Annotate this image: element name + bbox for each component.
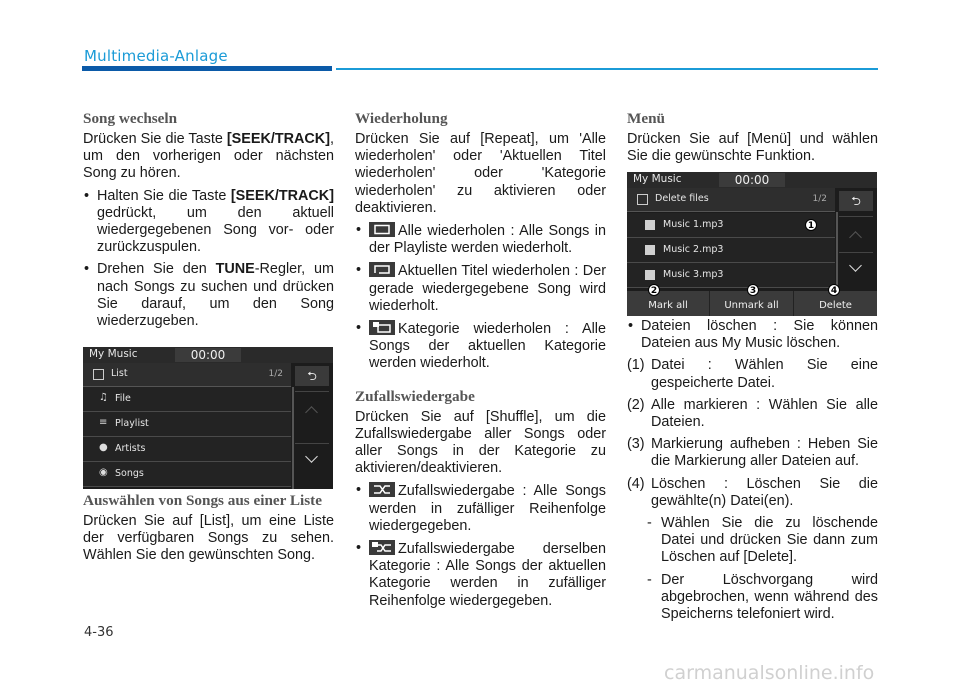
paragraph-menu: Drücken Sie auf [Menü] und wählen Sie die gewünschte Funktion.: [627, 131, 878, 165]
callout-badge-2: 2: [648, 284, 660, 296]
bullet-shuffle-all: • Zufallswiedergabe : Alle Songs werden in zufälliger Reihenfolge wiedergegeben.: [355, 482, 606, 535]
column-1-lower: [83, 492, 334, 565]
list-item-file[interactable]: ♫ File: [83, 387, 291, 412]
back-button[interactable]: ⮌: [839, 191, 873, 211]
bullet-repeat-category: • Kategorie wiederholen : Alle Songs der aktuellen Kategorie werden wiederholt.: [355, 320, 606, 373]
chevron-up-icon: [849, 231, 862, 244]
bullet-seek-hold: • Halten Sie die Taste [SEEK/TRACK] gedrückt, um den aktuell wiedergegebenen Song vor- oder zurückzuspulen.: [83, 188, 334, 257]
column-2: [355, 110, 606, 610]
file-row-1[interactable]: Music 1.mp3: [627, 213, 835, 238]
back-button[interactable]: ⮌: [295, 366, 329, 386]
repeat-all-icon: [369, 222, 395, 237]
column-3-lower: [627, 318, 878, 623]
bullet-repeat-all: • Alle wiederholen : Alle Songs in der Playliste werden wiederholt.: [355, 222, 606, 257]
music-note-icon: ♫: [99, 392, 108, 403]
heading-wiederholung: Wiederholung: [355, 110, 448, 127]
scroll-up-button[interactable]: [839, 216, 873, 252]
scroll-divider: [836, 212, 838, 291]
unmark-all-button[interactable]: Unmark all: [710, 291, 794, 316]
list-icon: [93, 369, 104, 380]
screen-clock: 00:00: [175, 348, 241, 362]
playlist-icon: ≡: [99, 417, 108, 428]
heading-liste: Auswählen von Songs aus einer Liste: [83, 492, 322, 509]
paragraph-liste: Drücken Sie auf [List], um eine Liste der verfügbaren Songs zu sehen. Wählen Sie den gewünschten Song.: [83, 513, 334, 564]
bullet-repeat-one: • Aktuellen Titel wiederholen : Der gerade wiedergegebene Song wird wiederholt.: [355, 262, 606, 315]
header-rule-dark: [82, 66, 332, 71]
repeat-category-icon: [369, 320, 395, 335]
paragraph-zufallswiedergabe: Drücken Sie auf [Shuffle], um die Zufallswiedergabe aller Songs oder aller Songs in der Kategorie zu aktivieren/deaktivieren.: [355, 408, 606, 477]
numbered-item-3: (3) Markierung aufheben : Heben Sie die Markierung aller Dateien auf.: [627, 436, 878, 470]
file-row-3[interactable]: Music 3.mp3: [627, 263, 835, 288]
page-number: 4-36: [84, 625, 114, 640]
numbered-item-1: (1) Datei : Wählen Sie eine gespeicherte Datei.: [627, 357, 878, 391]
section-title: Multimedia-Anlage: [84, 47, 228, 65]
heading-zufallswiedergabe: Zufallswiedergabe: [355, 387, 475, 405]
scroll-down-button[interactable]: [839, 252, 873, 288]
paragraph-wiederholung: Drücken Sie auf [Repeat], um 'Alle wiederholen' oder 'Aktuellen Titel wiederholen' oder 'Kategorie wiederholen' zu aktivieren oder deaktivieren.: [355, 131, 606, 216]
callout-badge-1: 1: [805, 219, 817, 231]
screen-clock: 00:00: [719, 173, 785, 187]
numbered-item-4: (4) Löschen : Löschen Sie die gewählte(n) Datei(en).: [627, 475, 878, 509]
list-header: [83, 363, 291, 387]
repeat-one-icon: [369, 262, 395, 277]
checkbox-icon[interactable]: [645, 270, 655, 280]
screen-status-bar: [627, 172, 877, 188]
scroll-down-button[interactable]: [295, 443, 329, 479]
delete-files-header: [627, 188, 835, 212]
list-header-label: List: [111, 368, 128, 379]
chevron-down-icon: [305, 450, 318, 463]
column-1: [83, 110, 334, 330]
shuffle-icon: [369, 482, 395, 497]
bullet-delete-files: • Dateien löschen : Sie können Dateien aus My Music löschen.: [627, 318, 878, 352]
page-indicator: 1/2: [268, 369, 283, 379]
chevron-up-icon: [305, 406, 318, 419]
list-item-artists[interactable]: ● Artists: [83, 437, 291, 462]
chevron-down-icon: [849, 259, 862, 272]
dash-item-2: - Der Löschvorgang wird abgebrochen, wenn während des Speicherns telefoniert wird.: [647, 571, 878, 623]
list-item-playlist[interactable]: ≡ Playlist: [83, 412, 291, 437]
person-icon: ●: [99, 442, 108, 453]
column-3: [627, 110, 878, 165]
list-icon: [637, 194, 648, 205]
dash-item-1: - Wählen Sie die zu löschende Datei und drücken Sie dann zum Löschen auf [Delete].: [647, 515, 878, 566]
file-row-2[interactable]: Music 2.mp3: [627, 238, 835, 263]
callout-badge-3: 3: [747, 284, 759, 296]
callout-badge-4: 4: [828, 284, 840, 296]
screen-title: My Music: [89, 348, 138, 360]
screen-status-bar: [83, 347, 333, 363]
delete-files-screen: [627, 172, 877, 316]
disc-icon: ◉: [99, 467, 108, 478]
shuffle-category-icon: [369, 540, 395, 555]
bullet-shuffle-category: • Zufallswiedergabe derselben Kategorie : Alle Songs der aktuellen Kategorie werden in zufälliger Reihenfolge wiedergegeben.: [355, 540, 606, 610]
page-indicator: 1/2: [812, 194, 827, 204]
heading-menu: Menü: [627, 110, 665, 127]
numbered-item-2: (2) Alle markieren : Wählen Sie alle Dateien.: [627, 396, 878, 431]
header-rule-light: [336, 68, 878, 70]
watermark: carmanualsonline.info: [664, 662, 875, 684]
bullet-tune: • Drehen Sie den TUNE-Regler, um nach Songs zu suchen und drücken Sie darauf, um den Song wiederzugeben.: [83, 261, 334, 330]
checkbox-checked-icon[interactable]: [645, 220, 655, 230]
delete-button[interactable]: Delete: [819, 300, 852, 311]
scroll-divider: [292, 387, 294, 489]
paragraph-song-wechseln: Drücken Sie die Taste [SEEK/TRACK], um den vorherigen oder nächsten Song zu hören.: [83, 131, 334, 182]
screen-title: My Music: [633, 173, 682, 185]
checkbox-icon[interactable]: [645, 245, 655, 255]
mark-all-button[interactable]: Mark all: [627, 291, 710, 316]
list-item-songs[interactable]: ◉ Songs: [83, 462, 291, 487]
scroll-up-button[interactable]: [295, 391, 329, 427]
my-music-list-screen: [83, 347, 333, 489]
delete-files-label: Delete files: [655, 193, 709, 204]
heading-song-wechseln: Song wechseln: [83, 110, 178, 127]
